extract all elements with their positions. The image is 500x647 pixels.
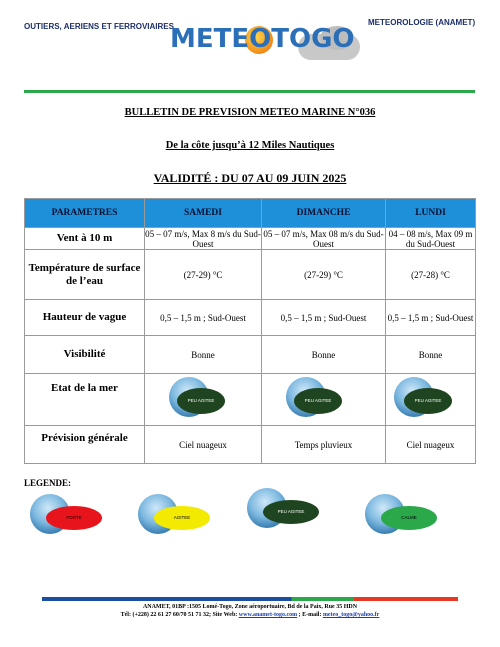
cell-vague-samedi: 0,5 – 1,5 m ; Sud-Ouest [145,300,262,336]
header-left-text: OUTIERS, AERIENS ET FERROVIAIRES [24,22,174,31]
footer-phone: Tél: (+228) 22 61 27 60/70 51 71 32; Site Web: [120,612,239,618]
bulletin-subtitle: De la côte jusqu’à 12 Miles Nautiques [165,140,335,151]
table-row-prevision [25,426,476,464]
sea-state-badge: PEU AGITEE [294,388,342,414]
cell-vague-dimanche: 0,5 – 1,5 m ; Sud-Ouest [262,300,386,336]
legend-badge: PEU AGITEE [263,500,319,524]
header-divider [24,90,475,93]
header-dimanche: DIMANCHE [262,199,386,228]
table-row-temperature [25,250,476,300]
cell-vent-dimanche: 05 – 07 m/s, Max 08 m/s du Sud-Ouest [263,228,384,249]
sea-state-badge: PEU AGITEE [177,388,225,414]
cell-mer-lundi [386,374,476,426]
row-label: Hauteur de vague [25,300,145,336]
cell-visibilite-dimanche: Bonne [262,336,386,374]
cell-prevision-lundi: Ciel nuageux [386,426,476,464]
row-label: Prévision générale [25,426,145,464]
header-right-text: METEOROLOGIE (ANAMET) [368,18,476,27]
cell-temp-samedi: (27-29) °C [145,250,262,300]
cell-mer-samedi [145,374,262,426]
legend-item-agitee [138,494,238,544]
cell-visibilite-lundi: Bonne [386,336,476,374]
legend-item-peu-agitee [247,488,347,538]
cell-prevision-samedi: Ciel nuageux [145,426,262,464]
sea-state-badge: PEU AGITEE [404,388,452,414]
cell-temp-dimanche: (27-29) °C [262,250,386,300]
website-link[interactable]: www.anamet-togo.com [238,612,298,618]
row-label: Visibilité [25,336,145,374]
footer-contact [0,612,500,618]
cell-visibilite-samedi: Bonne [145,336,262,374]
header-samedi: SAMEDI [145,199,262,228]
cell-vent-samedi: 05 – 07 m/s, Max 8 m/s du Sud-Ouest [145,228,261,249]
header-lundi: LUNDI [386,199,476,228]
legend-badge: AGITEE [154,506,210,530]
footer-email-label: ; E-mail: [297,612,323,618]
cell-vent-lundi: 04 – 08 m/s, Max 09 m du Sud-Ouest [386,228,476,250]
legend-title: LEGENDE: [24,478,72,488]
row-label: Température de surface de l’eau [25,250,145,300]
table-row-mer [25,374,476,426]
header-parametres: PARAMETRES [25,199,145,228]
table-row-vent [25,228,476,250]
footer-address: ANAMET, 01BP :1505 Lomé-Togo, Zone aéroportuaire, Bd de la Paix, Rue 35 HDN [142,604,358,610]
footer-divider [42,597,458,601]
legend-item-forte [30,494,130,544]
cell-vague-lundi: 0,5 – 1,5 m ; Sud-Ouest [386,300,476,336]
cell-prevision-dimanche: Temps pluvieux [262,426,386,464]
row-label: Vent à 10 m [25,228,145,250]
bulletin-validity: VALIDITÉ : DU 07 AU 09 JUIN 2025 [153,171,347,185]
bulletin-title: BULLETIN DE PREVISION METEO MARINE N°036 [124,107,376,118]
logo-text: METEOTOGO [170,24,355,54]
table-row-vague [25,300,476,336]
table-header-row [25,199,476,228]
cell-mer-dimanche [262,374,386,426]
email-link[interactable]: meteo_togo@yahoo.fr [322,612,380,618]
legend-badge: CALME [381,506,437,530]
forecast-table [24,198,476,464]
cell-temp-lundi: (27-28) °C [386,250,476,300]
legend-badge: FORTE [46,506,102,530]
row-label: Etat de la mer [25,374,145,426]
logo [170,24,356,60]
legend-item-calme [365,494,465,544]
table-row-visibilite [25,336,476,374]
